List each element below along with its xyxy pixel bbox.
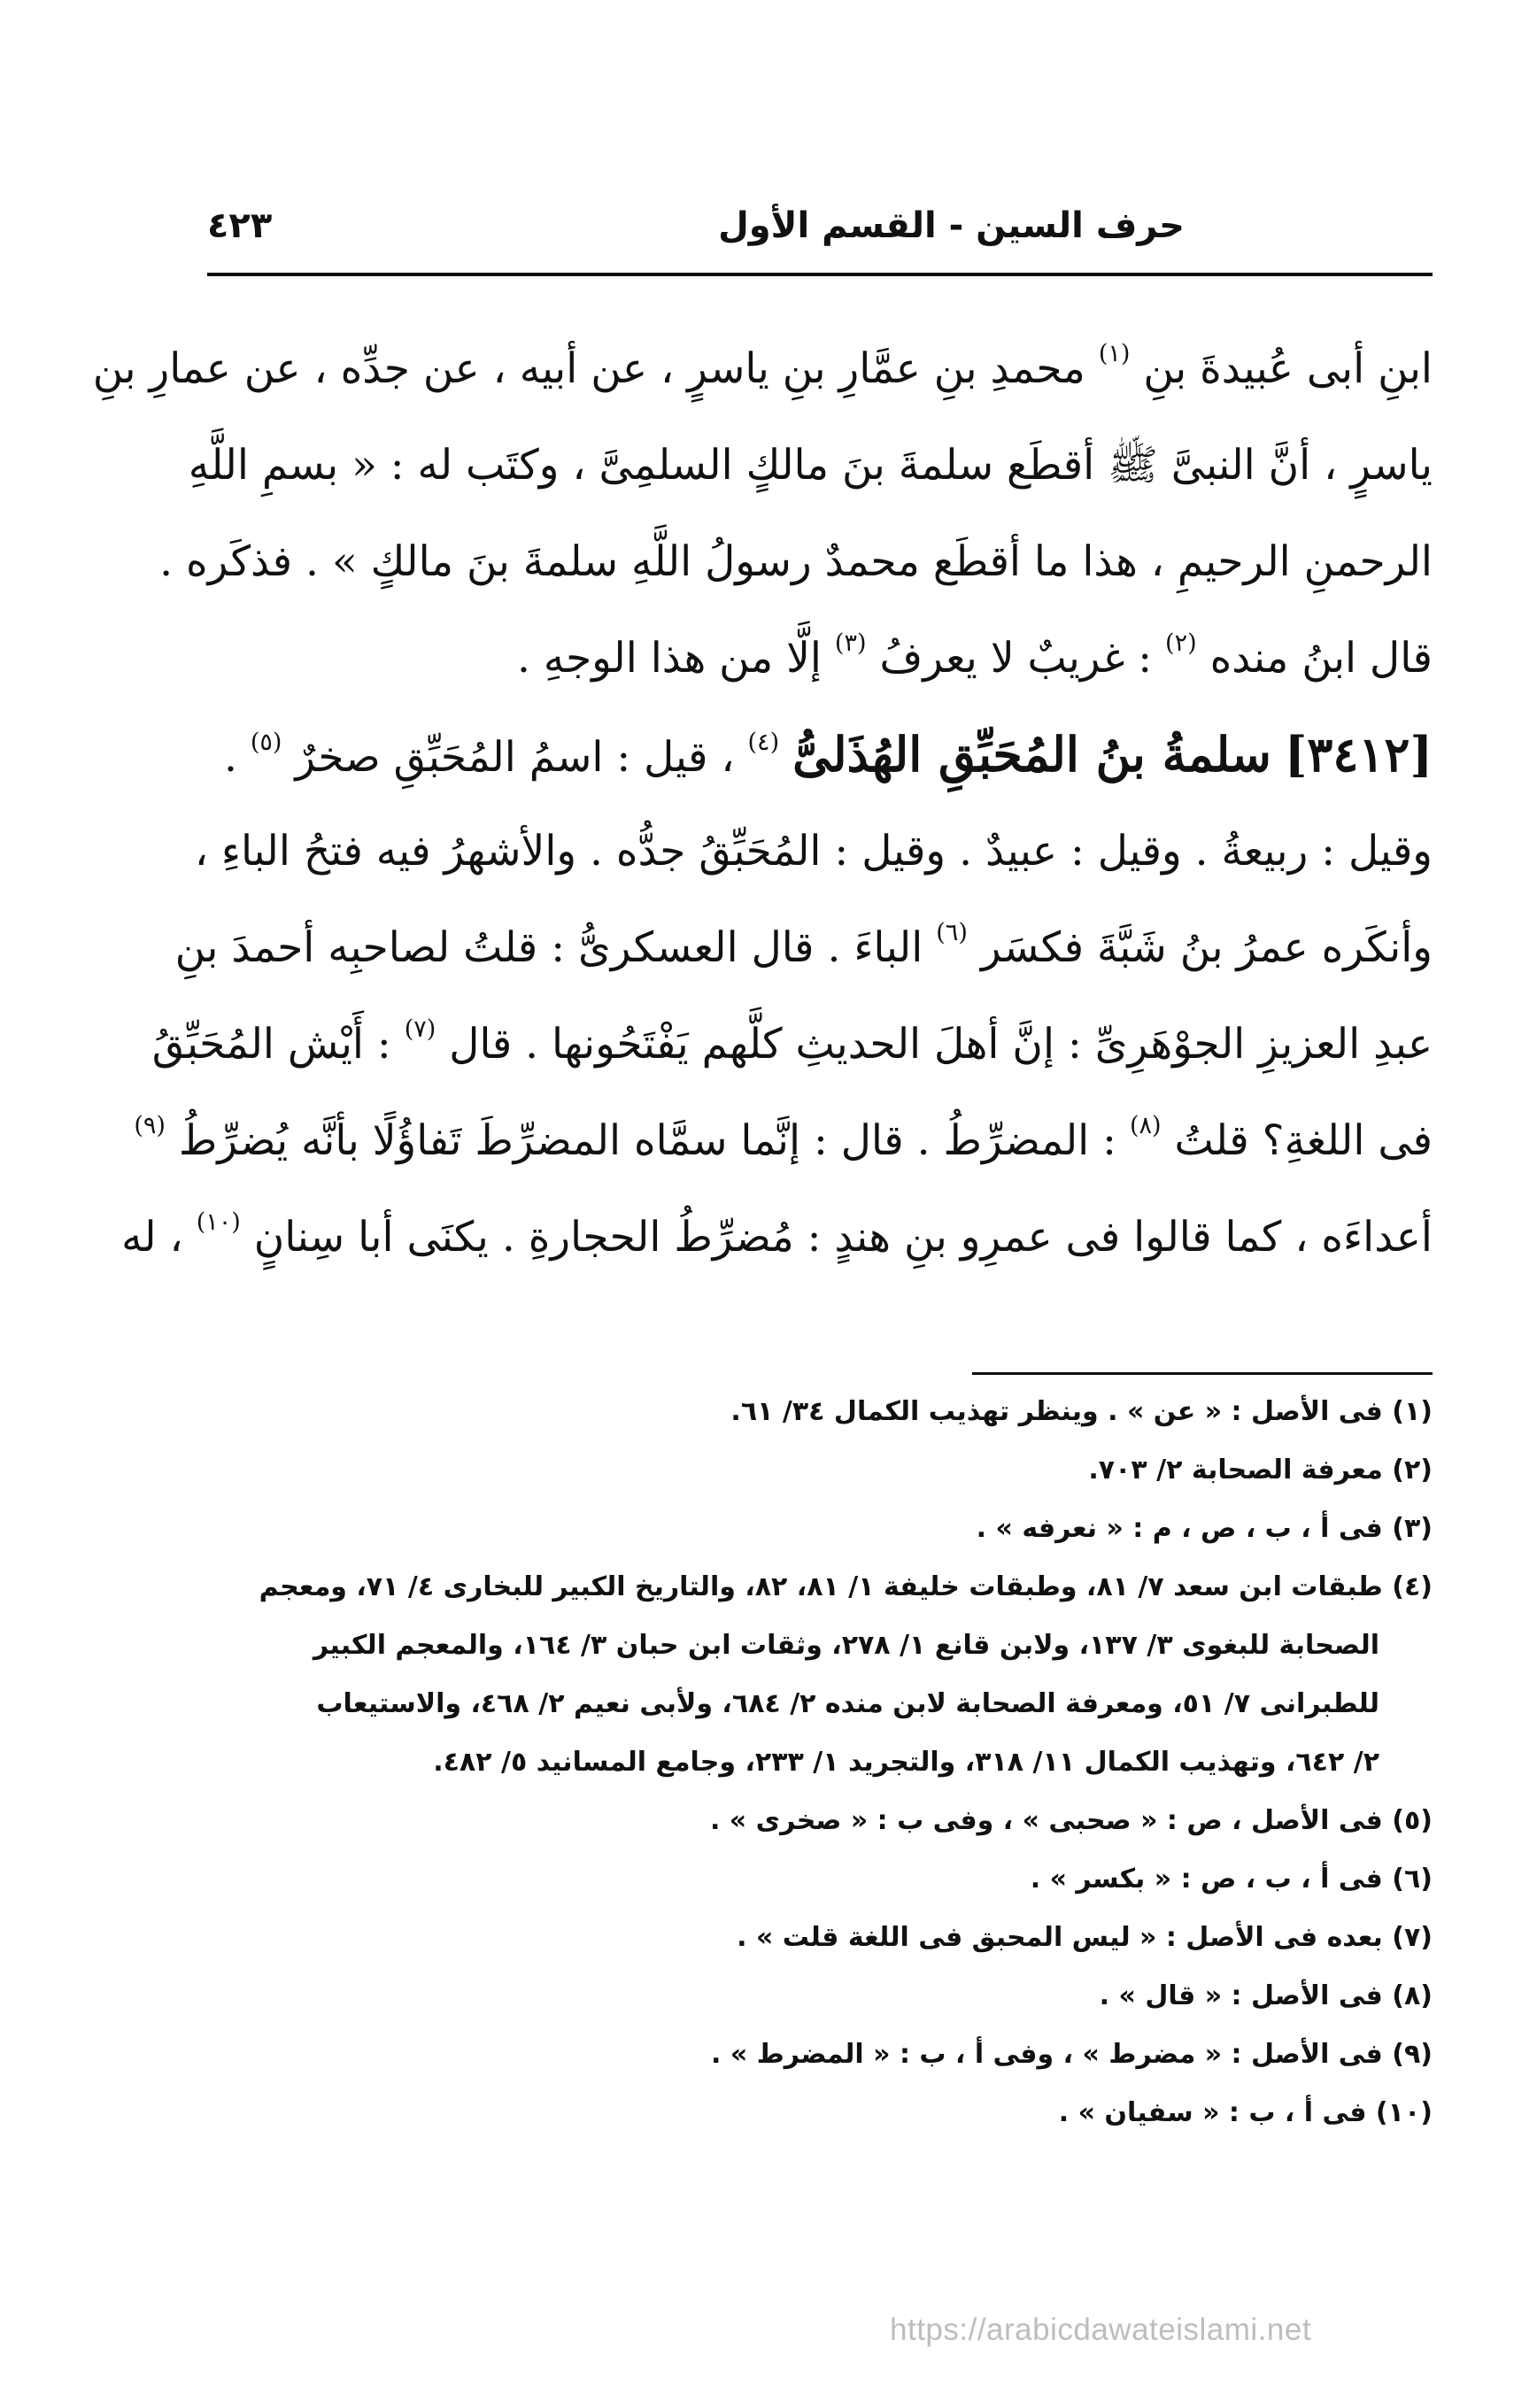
footnote: للطبرانى ٧/ ٥١، ومعرفة الصحابة لابن منده ٢/ ٦٨٤، ولأبى نعيم ٢/ ٤٦٨، والاستيعاب: [316, 1688, 1379, 1719]
line-text: أعداءَه ، كما قالوا فى عمرِو بنِ هندٍ : مُضرِّطُ الحجارةِ . يكنَى أبا سِنانٍ: [253, 1213, 1433, 1262]
line-text: ، قيل : اسمُ المُحَبِّقِ صخرٌ: [295, 733, 735, 782]
text-line: [207, 610, 1433, 706]
footnote-reference[interactable]: (٢): [1165, 629, 1197, 657]
footnote-reference[interactable]: (٨): [1129, 1112, 1162, 1139]
footnote-reference[interactable]: (٩): [134, 1112, 166, 1139]
footnote: (٥) فى الأصل ، ص : « صحبى » ، وفى ب : « صخرى » .: [709, 1805, 1433, 1836]
footnote-reference[interactable]: (٣): [834, 629, 867, 657]
entry-heading-line: [207, 706, 1433, 803]
footnote-reference[interactable]: (١): [1098, 340, 1131, 367]
page-number: ٤٢٣: [207, 205, 273, 246]
text-line: [188, 417, 1433, 513]
footnote: الصحابة للبغوى ٣/ ١٣٧، ولابن قانع ١/ ٢٧٨، وثقات ابن حبان ٣/ ١٦٤، والمعجم الكبير: [313, 1630, 1379, 1661]
line-text: الرحمنِ الرحيمِ ، هذا ما أقطَع محمدٌ رسولُ اللَّهِ سلمةَ بنَ مالكٍ » . فذكَره .: [159, 537, 1433, 586]
footnote-reference[interactable]: (٤): [747, 729, 780, 756]
footnote-reference[interactable]: (٥): [250, 729, 282, 756]
footnote: ٢/ ٦٤٢، وتهذيب الكمال ١١/ ٣١٨، والتجريد ١/ ٢٣٣، وجامع المسانيد ٥/ ٤٨٢.: [433, 1747, 1379, 1778]
entry-name: سلمةُ بنُ المُحَبِّقِ الهُذَلىُّ: [792, 726, 1271, 783]
main-text: [92, 320, 1433, 1285]
line-text: إلَّا من هذا الوجهِ .: [517, 634, 822, 683]
chapter-title: حرف السين - القسم الأول: [718, 205, 1185, 246]
line-text: وقيل : ربيعةُ . وقيل : عبيدٌ . وقيل : المُحَبِّقُ جدُّه . والأشهرُ فيه فتحُ الباءِ ،: [194, 827, 1433, 876]
source-watermark: https://arabicdawateislami.net: [890, 2312, 1312, 2347]
footnote: (١) فى الأصل : « عن » . وينظر تهذيب الكمال ٣٤/ ٦١.: [730, 1396, 1433, 1427]
text-line: [159, 513, 1433, 610]
text-line: [151, 996, 1433, 1092]
footnote: (٦) فى أ ، ب ، ص : « بكسر » .: [1030, 1864, 1433, 1895]
entry-number: [٣٤١٢]: [1284, 726, 1433, 783]
footnote-divider: [972, 1372, 1433, 1375]
footnote-reference[interactable]: (٦): [936, 919, 968, 946]
line-text: الباءَ . قال العسكرىُّ : قلتُ لصاحبِه أحمدَ بنِ: [174, 923, 923, 972]
line-text: : غريبٌ لا يعرفُ: [879, 634, 1153, 683]
footnote: (٨) فى الأصل : « قال » .: [1099, 1980, 1433, 2011]
footnote: (٤) طبقات ابن سعد ٧/ ٨١، وطبقات خليفة ١/ ٨١، ٨٢، والتاريخ الكبير للبخارى ٤/ ٧١، ومعجم: [259, 1571, 1433, 1602]
footnote: (٣) فى أ ، ب ، ص ، م : « نعرفه » .: [976, 1513, 1433, 1544]
footnote-reference[interactable]: (٧): [404, 1015, 436, 1043]
line-text: ابنِ أبى عُبيدةَ بنِ: [1143, 344, 1433, 393]
footnote: (٢) معرفة الصحابة ٢/ ٧٠٣.: [1088, 1455, 1433, 1486]
header-divider: [207, 273, 1433, 276]
line-text: ياسرٍ ، أنَّ النبىَّ ﷺ أقطَع سلمةَ بنَ مالكٍ السلمِىَّ ، وكتَب له : « بسمِ اللَّهِ: [188, 441, 1433, 490]
running-header: [207, 199, 1433, 261]
line-text: : أَيْش المُحَبِّقُ: [151, 1020, 391, 1069]
line-text: .: [223, 733, 237, 782]
line-text: ، له: [121, 1213, 183, 1262]
line-text: : المضرِّطُ . قال : إنَّما سمَّاه المضرِّطَ تَفاؤُلًا بأنَّه يُضرِّطُ: [178, 1116, 1117, 1165]
line-text: وأنكَره عمرُ بنُ شَبَّةَ فكسَر: [980, 923, 1433, 972]
text-line: [194, 803, 1433, 899]
line-text: فى اللغةِ؟ قلتُ: [1174, 1116, 1433, 1165]
text-line: [134, 1092, 1433, 1189]
line-text: قال ابنُ منده: [1209, 634, 1433, 683]
footnote: (١٠) فى أ ، ب : « سفيان » .: [1058, 2097, 1433, 2128]
footnote: (٧) بعده فى الأصل : « ليس المحبق فى اللغة قلت » .: [737, 1922, 1433, 1953]
text-line: [174, 899, 1433, 996]
line-text: محمدِ بنِ عمَّارِ بنِ ياسرٍ ، عن أبيه ، عن جدِّه ، عن عمارِ بنِ: [92, 344, 1085, 393]
footnotes-section: [207, 1383, 1433, 2142]
footnote-reference[interactable]: (١٠): [196, 1208, 241, 1236]
text-line: [92, 320, 1433, 417]
line-text: عبدِ العزيزِ الجوْهَرِىِّ : إنَّ أهلَ الحديثِ كلَّهم يَفْتَحُونها . قال: [449, 1020, 1433, 1069]
footnote: (٩) فى الأصل : « مضرط » ، وفى أ ، ب : « المضرط » .: [710, 2039, 1433, 2070]
text-line: [121, 1189, 1433, 1285]
